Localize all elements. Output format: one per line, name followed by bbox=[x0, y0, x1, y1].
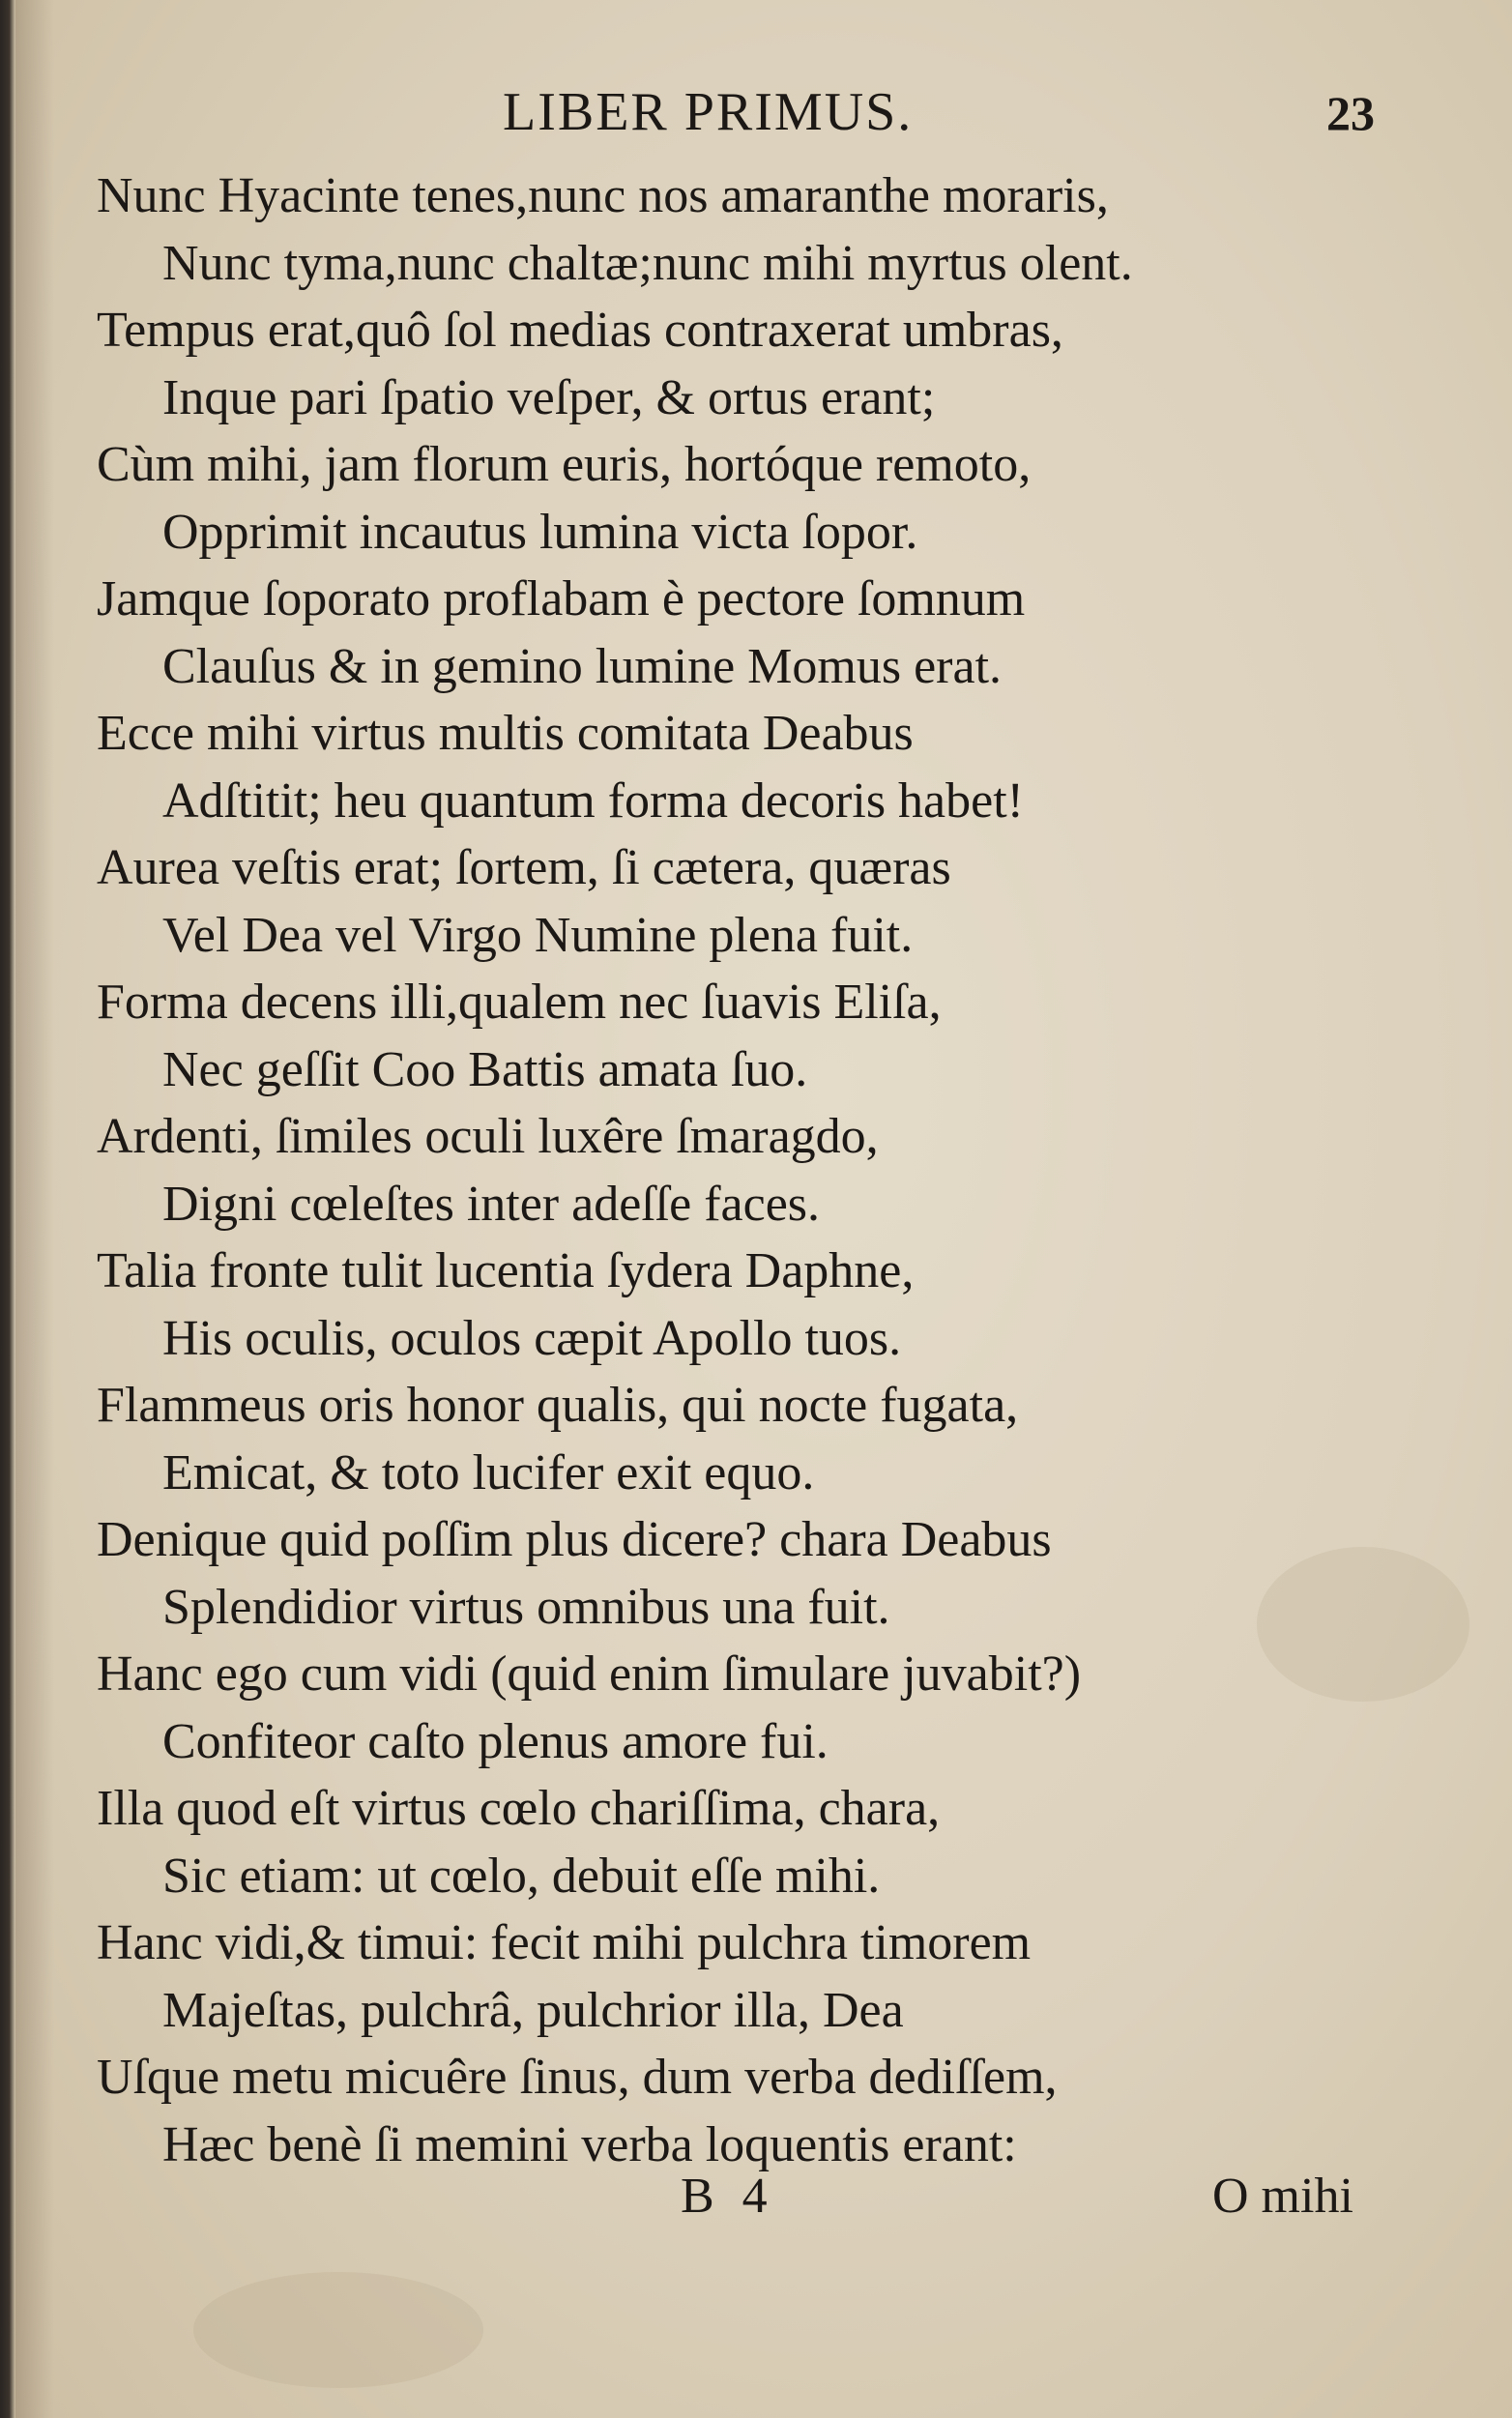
page-footer bbox=[0, 2168, 1512, 2235]
verse-line: Forma decens illi,qualem nec ſuavis Eliſa, bbox=[97, 975, 942, 1030]
gutter-shadow bbox=[15, 0, 54, 2418]
verse-line: Hæc benè ſi memini verba loquentis erant: bbox=[162, 2116, 1017, 2172]
verse-line: Uſque metu micuêre ſinus, dum verba dediſſem, bbox=[97, 2050, 1058, 2105]
running-head: LIBER PRIMUS. bbox=[503, 82, 914, 142]
verse-line: Cùm mihi, jam florum euris, hortóque remoto, bbox=[97, 437, 1032, 492]
verse-line: Ecce mihi virtus multis comitata Deabus bbox=[97, 706, 914, 761]
verse-line: Jamque ſoporato proflabam è pectore ſomnum bbox=[97, 571, 1026, 626]
paper-stain bbox=[193, 2272, 483, 2388]
verse-line: Nec geſſit Coo Battis amata ſuo. bbox=[162, 1041, 808, 1097]
book-spine-edge bbox=[0, 0, 15, 2418]
signature-mark: B 4 bbox=[681, 2169, 775, 2224]
verse-line: Hanc vidi,& timui: fecit mihi pulchra timorem bbox=[97, 1915, 1032, 1970]
page-number: 23 bbox=[1326, 86, 1375, 140]
verse-line: Talia fronte tulit lucentia ſydera Daphne, bbox=[97, 1243, 915, 1298]
poem-text bbox=[97, 162, 1450, 2178]
verse-line: Emicat, & toto lucifer exit equo. bbox=[162, 1444, 815, 1500]
verse-line: Ardenti, ſimiles oculi luxêre ſmaragdo, bbox=[97, 1109, 879, 1164]
catchword: O mihi bbox=[1212, 2169, 1353, 2224]
page-header bbox=[0, 81, 1512, 159]
verse-line: His oculis, oculos cæpit Apollo tuos. bbox=[162, 1310, 902, 1366]
verse-line: Illa quod eſt virtus cœlo chariſſima, chara, bbox=[97, 1781, 941, 1836]
verse-line: Splendidior virtus omnibus una fuit. bbox=[162, 1579, 890, 1635]
verse-line: Nunc tyma,nunc chaltæ;nunc mihi myrtus olent. bbox=[162, 235, 1133, 291]
verse-line: Majeſtas, pulchrâ, pulchrior illa, Dea bbox=[162, 1982, 904, 2038]
verse-line: Adſtitit; heu quantum forma decoris habet! bbox=[162, 772, 1024, 829]
verse-line: Inque pari ſpatio veſper, & ortus erant; bbox=[162, 369, 936, 425]
verse-line: Digni cœleſtes inter adeſſe faces. bbox=[162, 1176, 821, 1232]
verse-line: Hanc ego cum vidi (quid enim ſimulare juvabit?) bbox=[97, 1646, 1082, 1702]
verse-line: Flammeus oris honor qualis, qui nocte fugata, bbox=[97, 1378, 1019, 1433]
verse-line: Aurea veſtis erat; ſortem, ſi cætera, quæras bbox=[97, 840, 951, 895]
verse-line: Denique quid poſſim plus dicere? chara Deabus bbox=[97, 1512, 1052, 1567]
verse-line: Opprimit incautus lumina victa ſopor. bbox=[162, 504, 918, 560]
verse-line: Vel Dea vel Virgo Numine plena fuit. bbox=[162, 907, 914, 963]
verse-line: Sic etiam: ut cœlo, debuit eſſe mihi. bbox=[162, 1848, 881, 1904]
verse-line: Tempus erat,quô ſol medias contraxerat umbras, bbox=[97, 303, 1063, 358]
verse-line: Clauſus & in gemino lumine Momus erat. bbox=[162, 638, 1003, 694]
verse-line: Nunc Hyacinte tenes,nunc nos amaranthe moraris, bbox=[97, 168, 1109, 223]
verse-line: Confiteor caſto plenus amore fui. bbox=[162, 1713, 829, 1769]
